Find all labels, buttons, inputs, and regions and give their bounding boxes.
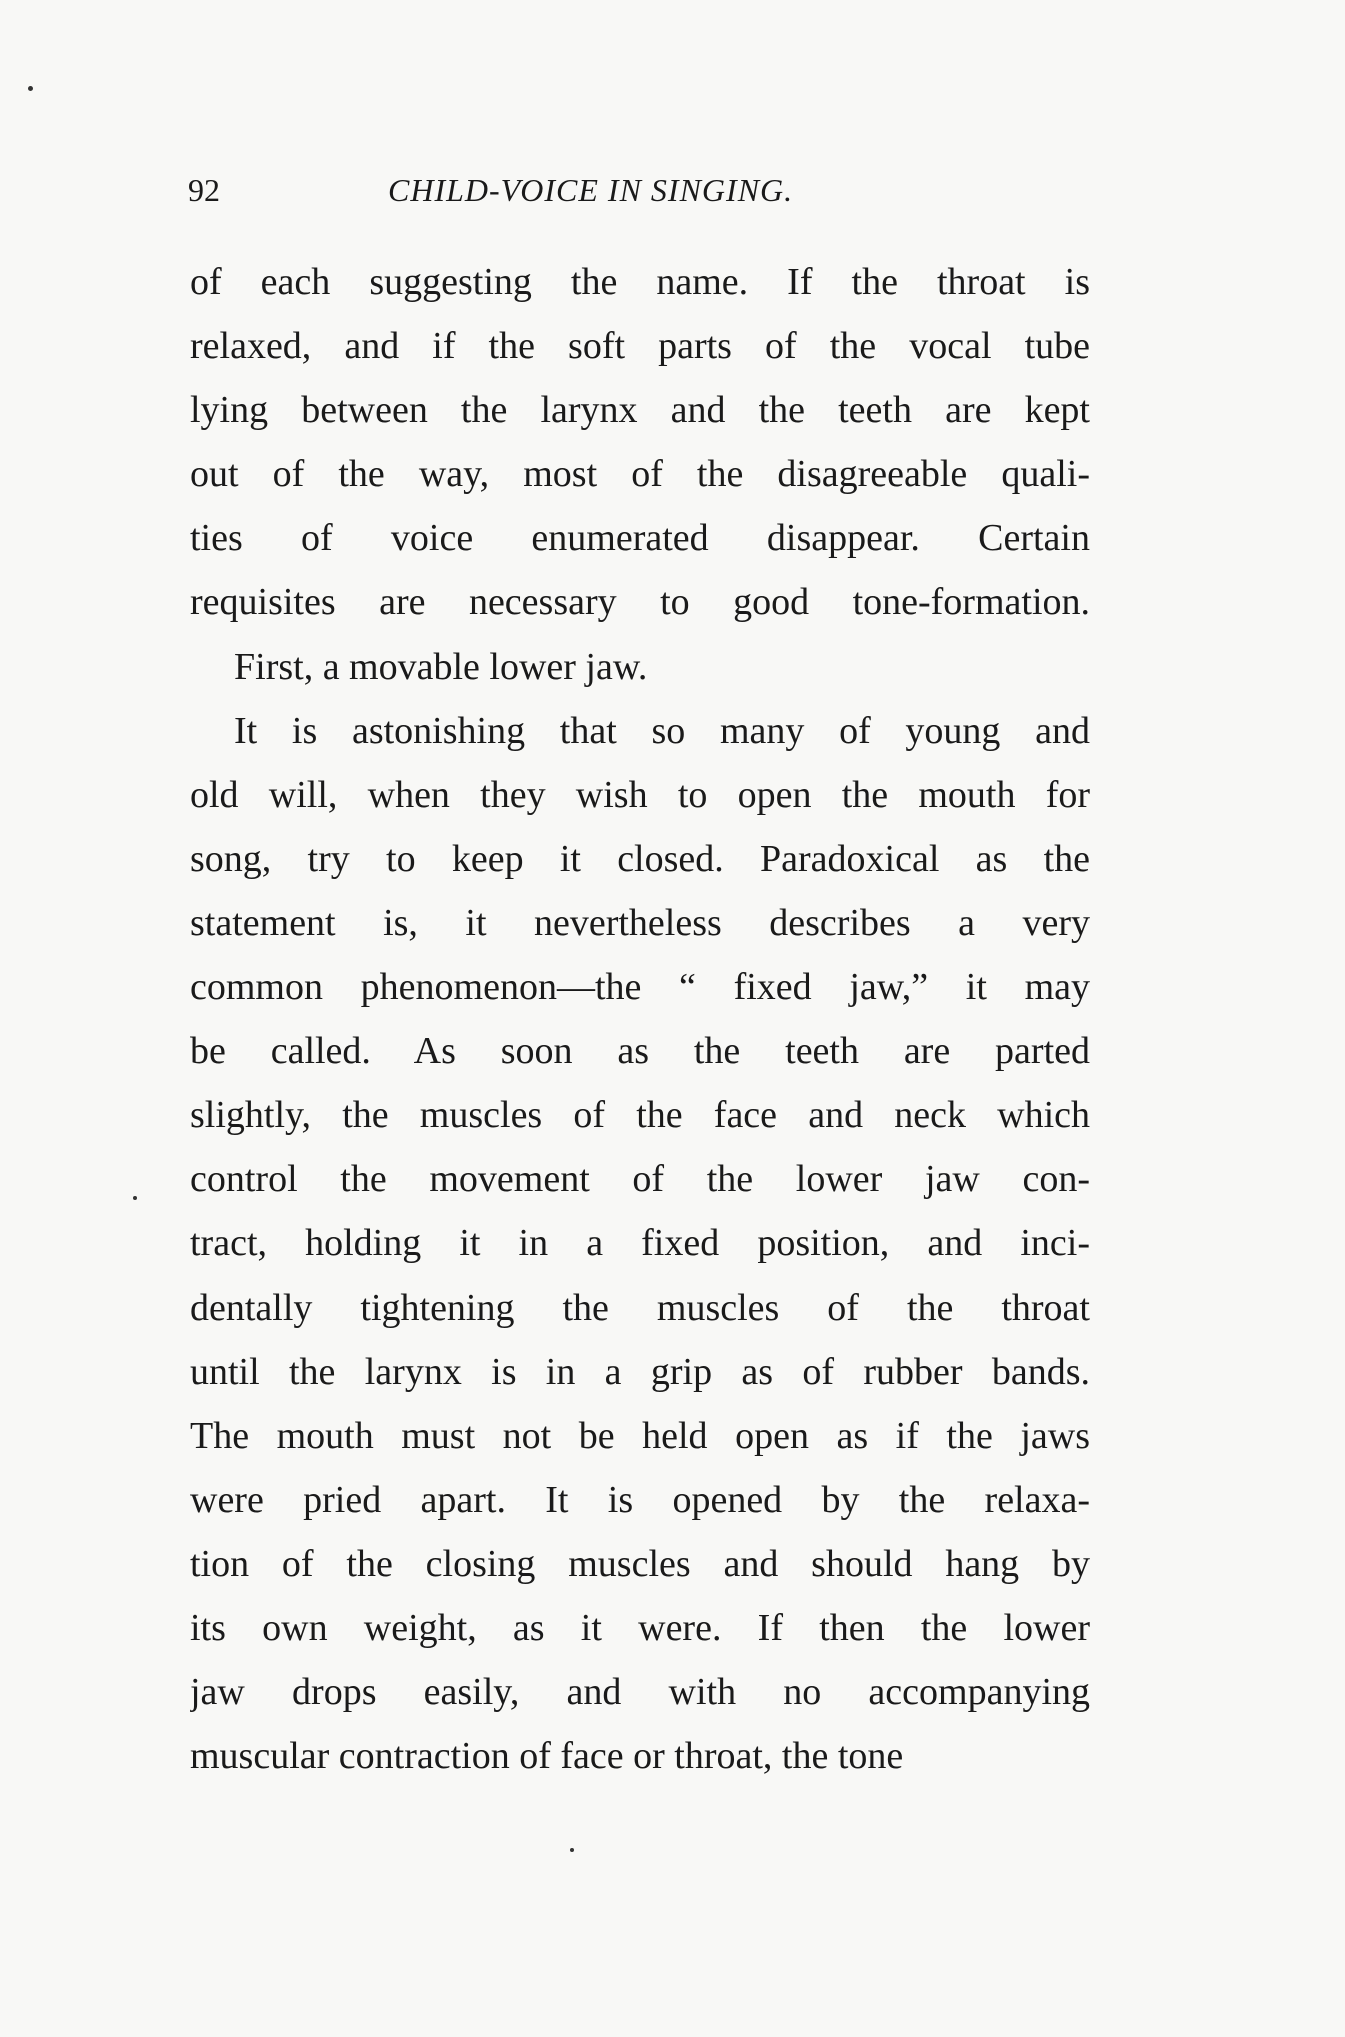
- text-line: tract, holding it in a fixed position, and inci-: [190, 1222, 1090, 1265]
- text-line: requisites are necessary to good tone-formation.: [190, 581, 1090, 624]
- text-line: its own weight, as it were. If then the lower: [190, 1606, 1090, 1649]
- running-title: CHILD-VOICE IN SINGING.: [388, 172, 794, 208]
- text-line: It is astonishing that so many of young and: [234, 709, 1090, 752]
- text-line: of each suggesting the name. If the throat is: [190, 261, 1090, 303]
- text-line: song, try to keep it closed. Paradoxical as the: [190, 837, 1090, 880]
- text-line: common phenomenon—the “ fixed jaw,” it may: [190, 966, 1090, 1009]
- text-line: control the movement of the lower jaw con-: [190, 1158, 1090, 1201]
- text-line: were pried apart. It is opened by the relaxa-: [190, 1478, 1090, 1521]
- text-line: The mouth must not be held open as if the jaws: [190, 1414, 1090, 1457]
- ink-speck: [133, 1196, 137, 1200]
- text-line: out of the way, most of the disagreeable quali-: [190, 453, 1090, 496]
- text-line: muscular contraction of face or throat, the tone: [190, 1735, 904, 1778]
- text-line: old will, when they wish to open the mouth for: [190, 773, 1090, 816]
- ink-speck: [28, 86, 33, 91]
- text-line: dentally tightening the muscles of the throat: [190, 1286, 1090, 1329]
- text-line: lying between the larynx and the teeth are kept: [190, 389, 1090, 432]
- text-line: jaw drops easily, and with no accompanying: [190, 1671, 1090, 1714]
- page-header: [188, 172, 1088, 216]
- text-line: until the larynx is in a grip as of rubber bands.: [190, 1350, 1090, 1393]
- text-line: statement is, it nevertheless describes a very: [190, 901, 1090, 944]
- body-text: [190, 250, 1090, 1788]
- page-number: 92: [188, 172, 220, 208]
- text-line: ties of voice enumerated disappear. Certain: [190, 517, 1090, 560]
- text-line: tion of the closing muscles and should hang by: [190, 1542, 1090, 1585]
- ink-speck: [570, 1848, 574, 1852]
- text-line: First, a movable lower jaw.: [234, 645, 648, 688]
- text-line: slightly, the muscles of the face and neck which: [190, 1094, 1090, 1137]
- text-line: relaxed, and if the soft parts of the vocal tube: [190, 325, 1090, 368]
- text-line: be called. As soon as the teeth are parted: [190, 1030, 1090, 1073]
